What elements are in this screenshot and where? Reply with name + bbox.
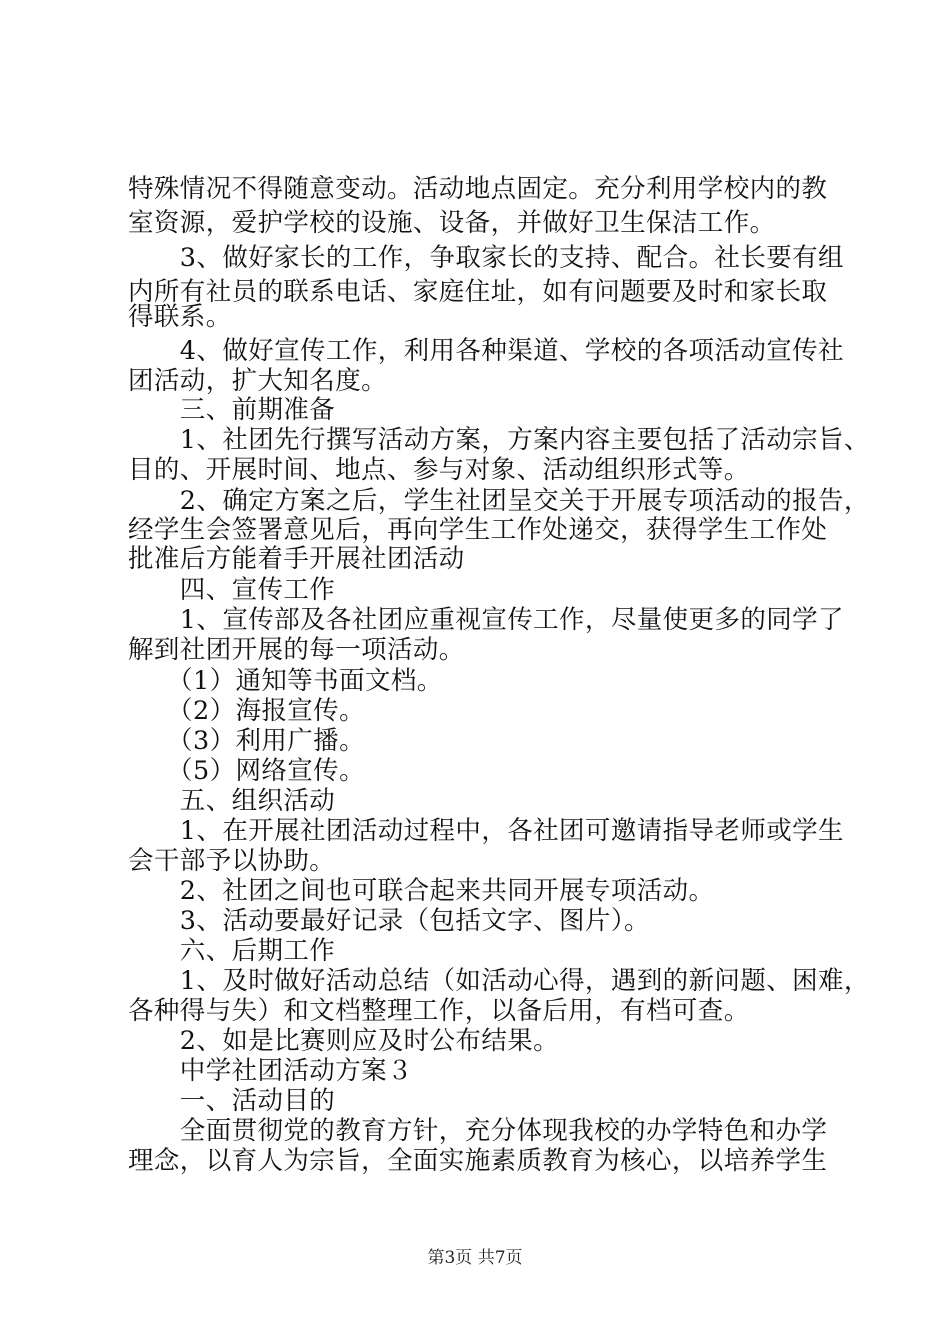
section-heading: 六、后期工作 bbox=[128, 936, 336, 966]
text-line: 批准后方能着手开展社团活动 bbox=[128, 544, 465, 574]
text-line: 4、做好宣传工作，利用各种渠道、学校的各项活动宣传社 bbox=[128, 336, 844, 366]
text-line: 1、社团先行撰写活动方案，方案内容主要包括了活动宗旨、 bbox=[128, 425, 870, 455]
list-item: （1）通知等书面文档。 bbox=[128, 666, 443, 696]
text-line: 理念，以育人为宗旨，全面实施素质教育为核心，以培养学生 bbox=[128, 1146, 828, 1176]
text-line: 团活动，扩大知名度。 bbox=[128, 366, 388, 396]
text-line: 会干部予以协助。 bbox=[128, 846, 336, 876]
list-item: （3）利用广播。 bbox=[128, 726, 365, 756]
section-heading: 四、宣传工作 bbox=[128, 575, 336, 605]
text-line: 1、在开展社团活动过程中，各社团可邀请指导老师或学生 bbox=[128, 816, 844, 846]
section-heading: 一、活动目的 bbox=[128, 1086, 336, 1116]
section-heading: 中学社团活动方案３ bbox=[128, 1056, 413, 1086]
text-line: 2、如是比赛则应及时公布结果。 bbox=[128, 1026, 560, 1056]
page-footer: 第3页 共7页 bbox=[427, 1248, 523, 1268]
text-line: 目的、开展时间、地点、参与对象、活动组织形式等。 bbox=[128, 455, 750, 485]
text-line: 特殊情况不得随意变动。活动地点固定。充分利用学校内的教 bbox=[128, 174, 828, 204]
text-line: 室资源，爱护学校的设施、设备，并做好卫生保洁工作。 bbox=[128, 208, 776, 238]
text-line: 各种得与失）和文档整理工作，以备后用，有档可查。 bbox=[128, 996, 750, 1026]
text-line: 全面贯彻党的教育方针，充分体现我校的办学特色和办学 bbox=[128, 1116, 828, 1146]
list-item: （5）网络宣传。 bbox=[128, 756, 365, 786]
text-line: 2、社团之间也可联合起来共同开展专项活动。 bbox=[128, 876, 715, 906]
section-heading: 三、前期准备 bbox=[128, 395, 336, 425]
text-line: 3、做好家长的工作，争取家长的支持、配合。社长要有组 bbox=[128, 243, 844, 273]
text-line: 3、活动要最好记录（包括文字、图片）。 bbox=[128, 906, 650, 936]
text-line: 解到社团开展的每一项活动。 bbox=[128, 635, 465, 665]
text-line: 1、宣传部及各社团应重视宣传工作，尽量使更多的同学了 bbox=[128, 605, 844, 635]
text-line: 2、确定方案之后，学生社团呈交关于开展专项活动的报告， bbox=[128, 486, 870, 516]
text-line: 内所有社员的联系电话、家庭住址，如有问题要及时和家长取 bbox=[128, 277, 828, 307]
list-item: （2）海报宣传。 bbox=[128, 696, 365, 726]
section-heading: 五、组织活动 bbox=[128, 786, 336, 816]
text-line: 1、及时做好活动总结（如活动心得，遇到的新问题、困难， bbox=[128, 966, 870, 996]
text-line: 经学生会签署意见后，再向学生工作处递交，获得学生工作处 bbox=[128, 515, 828, 545]
text-line: 得联系。 bbox=[128, 302, 232, 332]
